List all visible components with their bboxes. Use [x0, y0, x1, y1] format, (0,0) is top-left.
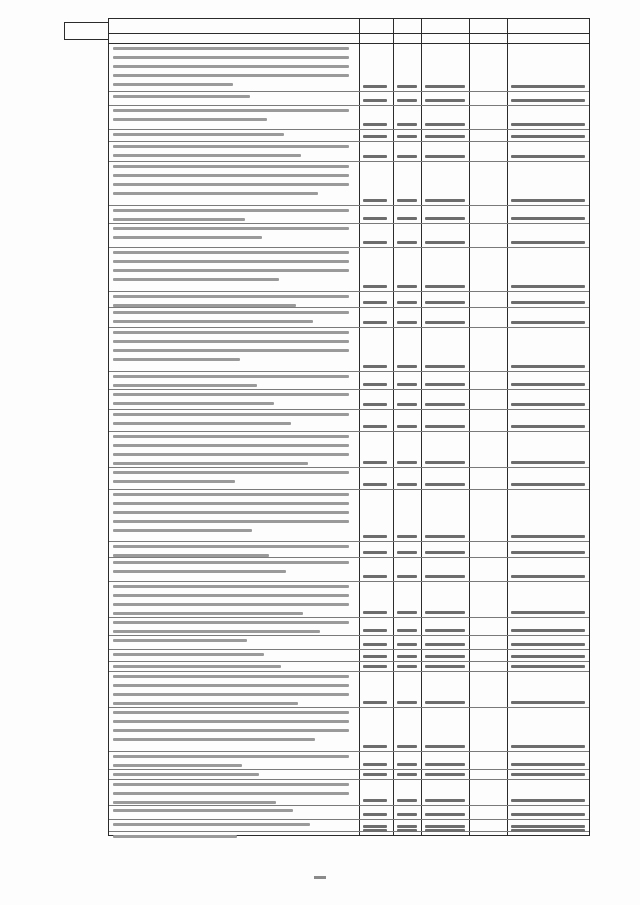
row-divider [109, 805, 589, 806]
value-placeholder [425, 461, 465, 464]
text-placeholder [113, 295, 349, 298]
value-placeholder [425, 655, 465, 658]
text-placeholder [113, 209, 349, 212]
value-placeholder [363, 461, 387, 464]
value-placeholder [511, 217, 585, 220]
value-placeholder [511, 665, 585, 668]
row-divider [109, 291, 589, 292]
text-placeholder [113, 511, 349, 514]
text-placeholder [113, 471, 349, 474]
text-placeholder [113, 612, 303, 615]
page-number [0, 872, 640, 882]
row-number-column [64, 22, 108, 40]
text-placeholder [113, 621, 349, 624]
row-divider [109, 431, 589, 432]
row-divider [109, 541, 589, 542]
value-placeholder [511, 575, 585, 578]
value-placeholder [511, 301, 585, 304]
text-placeholder [113, 74, 349, 77]
value-placeholder [363, 135, 387, 138]
value-placeholder [397, 701, 417, 704]
row-divider [109, 327, 589, 328]
value-placeholder [363, 321, 387, 324]
value-placeholder [511, 199, 585, 202]
value-placeholder [511, 241, 585, 244]
text-placeholder [113, 260, 349, 263]
value-placeholder [363, 655, 387, 658]
row-divider [109, 129, 589, 130]
text-placeholder [113, 402, 274, 405]
value-placeholder [397, 745, 417, 748]
text-placeholder [113, 384, 257, 387]
value-placeholder [363, 483, 387, 486]
row-divider [109, 635, 589, 636]
value-placeholder [511, 535, 585, 538]
value-placeholder [363, 535, 387, 538]
row-divider [109, 769, 589, 770]
value-placeholder [511, 813, 585, 816]
value-placeholder [397, 825, 417, 828]
row-divider [109, 141, 589, 142]
text-placeholder [113, 174, 349, 177]
text-placeholder [113, 529, 252, 532]
value-placeholder [397, 461, 417, 464]
text-placeholder [113, 729, 349, 732]
text-placeholder [113, 755, 349, 758]
text-placeholder [113, 783, 349, 786]
value-placeholder [363, 745, 387, 748]
text-placeholder [113, 83, 233, 86]
text-placeholder [113, 520, 349, 523]
value-placeholder [397, 575, 417, 578]
value-placeholder [397, 285, 417, 288]
value-placeholder [363, 611, 387, 614]
text-placeholder [113, 738, 315, 741]
text-placeholder [113, 665, 281, 668]
row-divider [109, 91, 589, 92]
text-placeholder [113, 835, 237, 838]
value-placeholder [397, 829, 417, 832]
row-divider [109, 581, 589, 582]
value-placeholder [425, 301, 465, 304]
value-placeholder [363, 365, 387, 368]
value-placeholder [363, 829, 387, 832]
text-placeholder [113, 251, 349, 254]
value-placeholder [363, 665, 387, 668]
value-placeholder [397, 551, 417, 554]
text-placeholder [113, 502, 349, 505]
value-placeholder [425, 425, 465, 428]
value-placeholder [397, 629, 417, 632]
row-divider [109, 161, 589, 162]
value-placeholder [511, 763, 585, 766]
text-placeholder [113, 192, 318, 195]
value-placeholder [363, 285, 387, 288]
text-placeholder [113, 554, 269, 557]
text-placeholder [113, 375, 349, 378]
text-placeholder [113, 693, 349, 696]
text-placeholder [113, 823, 310, 826]
value-placeholder [425, 285, 465, 288]
value-placeholder [363, 825, 387, 828]
text-placeholder [113, 435, 349, 438]
value-placeholder [425, 763, 465, 766]
text-placeholder [113, 56, 349, 59]
value-placeholder [397, 773, 417, 776]
text-placeholder [113, 653, 264, 656]
value-placeholder [363, 629, 387, 632]
text-placeholder [113, 358, 240, 361]
value-placeholder [397, 199, 417, 202]
row-divider [109, 779, 589, 780]
text-placeholder [113, 227, 349, 230]
text-placeholder [113, 561, 349, 564]
value-placeholder [511, 629, 585, 632]
value-placeholder [397, 85, 417, 88]
value-placeholder [511, 655, 585, 658]
value-placeholder [397, 365, 417, 368]
value-placeholder [425, 99, 465, 102]
text-placeholder [113, 154, 301, 157]
value-placeholder [425, 701, 465, 704]
value-placeholder [425, 217, 465, 220]
text-placeholder [113, 675, 349, 678]
value-placeholder [511, 745, 585, 748]
value-placeholder [363, 199, 387, 202]
row-divider [109, 371, 589, 372]
value-placeholder [425, 825, 465, 828]
row-divider [109, 671, 589, 672]
text-placeholder [113, 720, 349, 723]
value-placeholder [363, 813, 387, 816]
text-placeholder [113, 320, 313, 323]
value-placeholder [363, 575, 387, 578]
value-placeholder [511, 403, 585, 406]
value-placeholder [511, 321, 585, 324]
text-placeholder [113, 95, 250, 98]
text-placeholder [113, 118, 267, 121]
text-placeholder [113, 801, 276, 804]
text-placeholder [113, 764, 242, 767]
value-placeholder [511, 829, 585, 832]
text-placeholder [113, 630, 320, 633]
value-placeholder [425, 611, 465, 614]
text-placeholder [113, 47, 349, 50]
value-placeholder [363, 773, 387, 776]
value-placeholder [425, 745, 465, 748]
text-placeholder [113, 545, 349, 548]
value-placeholder [363, 383, 387, 386]
value-placeholder [511, 611, 585, 614]
value-placeholder [397, 535, 417, 538]
value-placeholder [363, 301, 387, 304]
value-placeholder [397, 813, 417, 816]
value-placeholder [425, 575, 465, 578]
value-placeholder [363, 155, 387, 158]
value-placeholder [511, 461, 585, 464]
value-placeholder [363, 799, 387, 802]
value-placeholder [511, 123, 585, 126]
row-divider [109, 247, 589, 248]
value-placeholder [425, 829, 465, 832]
value-placeholder [363, 217, 387, 220]
value-placeholder [363, 701, 387, 704]
value-placeholder [363, 643, 387, 646]
value-placeholder [511, 383, 585, 386]
text-placeholder [113, 304, 296, 307]
value-placeholder [397, 483, 417, 486]
value-placeholder [425, 773, 465, 776]
text-placeholder [113, 65, 349, 68]
value-placeholder [511, 773, 585, 776]
value-placeholder [425, 643, 465, 646]
text-placeholder [113, 493, 349, 496]
value-placeholder [397, 241, 417, 244]
text-placeholder [113, 278, 279, 281]
value-placeholder [511, 365, 585, 368]
value-placeholder [363, 99, 387, 102]
value-placeholder [397, 99, 417, 102]
value-placeholder [363, 241, 387, 244]
value-placeholder [511, 825, 585, 828]
value-placeholder [511, 155, 585, 158]
value-placeholder [511, 701, 585, 704]
value-placeholder [363, 425, 387, 428]
value-placeholder [511, 99, 585, 102]
value-placeholder [397, 763, 417, 766]
row-divider [109, 389, 589, 390]
value-placeholder [397, 135, 417, 138]
text-placeholder [113, 311, 349, 314]
row-divider [109, 819, 589, 820]
row-divider [109, 489, 589, 490]
value-placeholder [397, 155, 417, 158]
row-divider [109, 617, 589, 618]
text-placeholder [113, 480, 235, 483]
text-placeholder [113, 603, 349, 606]
value-placeholder [363, 551, 387, 554]
text-placeholder [113, 711, 349, 714]
value-placeholder [511, 85, 585, 88]
text-placeholder [113, 165, 349, 168]
text-placeholder [113, 422, 291, 425]
value-placeholder [425, 123, 465, 126]
text-placeholder [113, 594, 349, 597]
text-placeholder [113, 349, 349, 352]
row-divider [109, 223, 589, 224]
value-placeholder [363, 763, 387, 766]
value-placeholder [425, 155, 465, 158]
value-placeholder [363, 85, 387, 88]
value-placeholder [425, 365, 465, 368]
value-placeholder [511, 551, 585, 554]
row-divider [109, 649, 589, 650]
text-placeholder [113, 585, 349, 588]
value-placeholder [425, 135, 465, 138]
text-placeholder [113, 639, 247, 642]
row-divider [109, 707, 589, 708]
value-placeholder [425, 799, 465, 802]
value-placeholder [397, 799, 417, 802]
value-placeholder [425, 483, 465, 486]
text-placeholder [113, 236, 262, 239]
value-placeholder [511, 285, 585, 288]
value-placeholder [425, 665, 465, 668]
value-placeholder [425, 85, 465, 88]
value-placeholder [397, 665, 417, 668]
budget-table [108, 18, 590, 836]
text-placeholder [113, 331, 349, 334]
text-placeholder [113, 570, 286, 573]
value-placeholder [363, 123, 387, 126]
text-placeholder [113, 413, 349, 416]
text-placeholder [113, 773, 259, 776]
value-placeholder [397, 403, 417, 406]
text-placeholder [113, 444, 349, 447]
row-divider [109, 661, 589, 662]
value-placeholder [397, 655, 417, 658]
value-placeholder [511, 425, 585, 428]
text-placeholder [113, 109, 349, 112]
text-placeholder [113, 183, 349, 186]
text-placeholder [113, 145, 349, 148]
page-number-placeholder [314, 876, 326, 879]
row-divider [109, 105, 589, 106]
header-divider [109, 43, 589, 44]
text-placeholder [113, 792, 349, 795]
value-placeholder [397, 217, 417, 220]
text-placeholder [113, 218, 245, 221]
row-divider [109, 307, 589, 308]
row-divider [109, 557, 589, 558]
row-divider [109, 467, 589, 468]
text-placeholder [113, 453, 349, 456]
row-divider [109, 205, 589, 206]
value-placeholder [425, 403, 465, 406]
header-divider [109, 33, 589, 34]
value-placeholder [397, 321, 417, 324]
value-placeholder [425, 321, 465, 324]
value-placeholder [425, 241, 465, 244]
value-placeholder [425, 813, 465, 816]
value-placeholder [397, 383, 417, 386]
text-placeholder [113, 340, 349, 343]
text-placeholder [113, 133, 284, 136]
value-placeholder [425, 535, 465, 538]
text-placeholder [113, 393, 349, 396]
row-divider [109, 751, 589, 752]
value-placeholder [363, 403, 387, 406]
text-placeholder [113, 269, 349, 272]
value-placeholder [511, 799, 585, 802]
text-placeholder [113, 809, 293, 812]
value-placeholder [511, 643, 585, 646]
value-placeholder [397, 123, 417, 126]
text-placeholder [113, 702, 298, 705]
value-placeholder [397, 301, 417, 304]
value-placeholder [397, 425, 417, 428]
row-divider [109, 409, 589, 410]
value-placeholder [397, 643, 417, 646]
value-placeholder [425, 383, 465, 386]
text-placeholder [113, 684, 349, 687]
value-placeholder [397, 611, 417, 614]
value-placeholder [425, 199, 465, 202]
value-placeholder [425, 551, 465, 554]
value-placeholder [511, 483, 585, 486]
value-placeholder [425, 629, 465, 632]
text-placeholder [113, 462, 308, 465]
value-placeholder [511, 135, 585, 138]
